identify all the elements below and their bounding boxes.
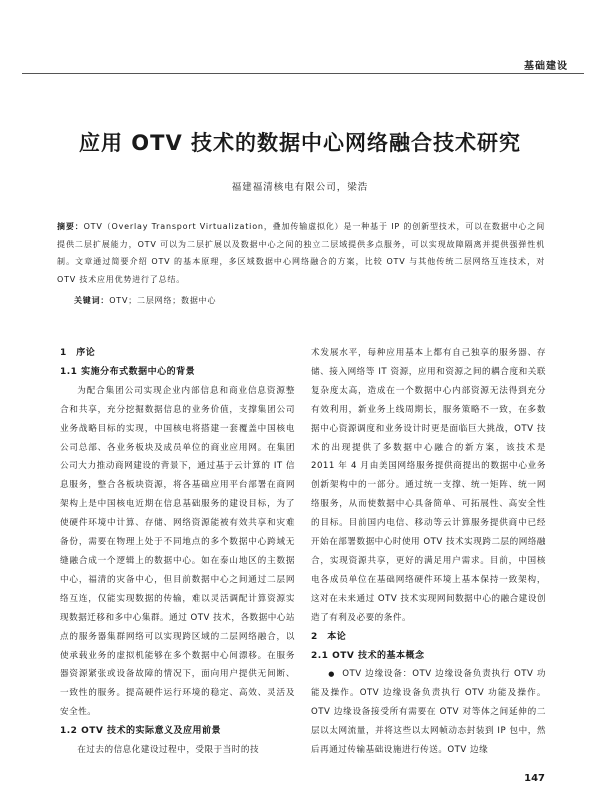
section-heading: 1 序论	[60, 348, 96, 358]
bullet-icon: ●	[328, 670, 336, 679]
paragraph: 为配合集团公司实现企业内部信息和商业信息资源整合和共享，充分挖掘数据信息的业务价值，支撑集团公司业务战略目标的实现，中国核电将搭建一套覆盖中国核电公司总部、各业务板块及成员单位的商业应用网。在集团公司大力推动商网建设的背景下，通过基于云计算的 IT 信息服务，整合各板块资源，将各基础应用平台部署在商网架构上是中国核电近期在信息基础服务的建设目标，为了使硬件环境中计算、存储、网络资源能被有效共享和灾难备份，需要在物理上处于不同地点的多个数据中心跨域无缝融合成一个逻辑上的数据中心。如在泰山地区的主数据中心，福清的灾备中心，但目前数据中心之间通过二层网络互连，仅能实现数据的传输，难以灵活调配计算资源实现数据迁移和多中心集群。通过 OTV 技术，各数据中心站点的服务器集群网络可以实现跨区域的二层网络融合，以使承载业务的虚拟机能够在多个数据中心间漂移。在服务器资源紧张或设备故障的情况下，面向用户提供无间断、一致性的服务。提高硬件运行环境的稳定、高效、灵活及安全性。	[60, 385, 296, 718]
paragraph-text: OTV 边缘设备：OTV 边缘设备负责执行 OTV 功能及操作。OTV 边缘设备负责执行 OTV 功能及操作。OTV 边缘设备接受所有需要在 OTV 对等体之间延伸的二层以太网流量，并将这些以太网帧动态封装到 IP 包中，然后再通过传输基础设施进行传送。OTV 边缘	[311, 669, 547, 756]
abstract-label: 摘要：	[57, 222, 84, 231]
header-rule	[22, 63, 584, 74]
bullet-paragraph	[311, 665, 546, 760]
keywords-label: 关键词：	[74, 296, 110, 305]
subsection-heading: 2.1 OTV 技术的基本概念	[311, 650, 425, 661]
keywords	[74, 295, 216, 306]
paragraph: 术发展水平，每种应用基本上都有自己独享的服务器、存储、接入网络等 IT 资源，应用和资源之间的耦合度和关联复杂度太高，造成在一个数据中心内部资源无法得到充分有效利用，新业务上线周期长，服务策略不一致，在多数据中心资源调度和业务设计时更是面临巨大挑战，OTV 技术的出现提供了多数据中心融合的新方案，该技术是 2011 年 4 月由美国网络服务提供商提出的数据中心业务创新架构中的一部分。通过统一支撑、统一矩阵、统一网络服务，从而使数据中心具备简单、可拓展性、高安全性的目标。目前国内电信、移动等云计算服务提供商中已经开始在部署数据中心时使用 OTV 技术实现跨二层的网络融合，实现资源共享，更好的满足用户需求。目前，中国核电各成员单位在基础网络硬件环境上基本保持一致架构，这对在未来通过 OTV 技术实现网间数据中心的融合建设创造了有利及必要的条件。	[311, 348, 547, 623]
right-column	[311, 344, 546, 760]
keywords-text: OTV；二层网络；数据中心	[109, 296, 217, 305]
subsection-heading: 1.1 实施分布式数据中心的背景	[60, 366, 196, 377]
subsection-heading: 1.2 OTV 技术的实际意义及应用前景	[60, 726, 221, 737]
abstract	[57, 218, 545, 288]
left-column	[60, 344, 295, 760]
paragraph: 在过去的信息化建设过程中，受限于当时的技	[77, 745, 260, 756]
author-line: 福建福清核电有限公司，梁浩	[231, 182, 369, 193]
article-title: 应用 OTV 技术的数据中心网络融合技术研究	[78, 131, 522, 155]
page-number: 147	[524, 773, 545, 784]
section-heading: 2 本论	[311, 631, 347, 642]
section-tag: 基础建设	[520, 57, 572, 72]
abstract-text: OTV（Overlay Transport Virtualization，叠加传输虚拟化）是一种基于 IP 的创新型技术，可以在数据中心之间提供二层扩展能力，OTV 可以为二层扩展以及数据中心之间的独立二层域提供多点服务，可以实现故障隔离并提供强弹性机制。文章通过简要介绍 OTV 的基本原理，多区域数据中心网络融合的方案，比较 OTV 与其他传统二层网络互连技术，对 OTV 技术应用优势进行了总结。	[57, 222, 546, 284]
